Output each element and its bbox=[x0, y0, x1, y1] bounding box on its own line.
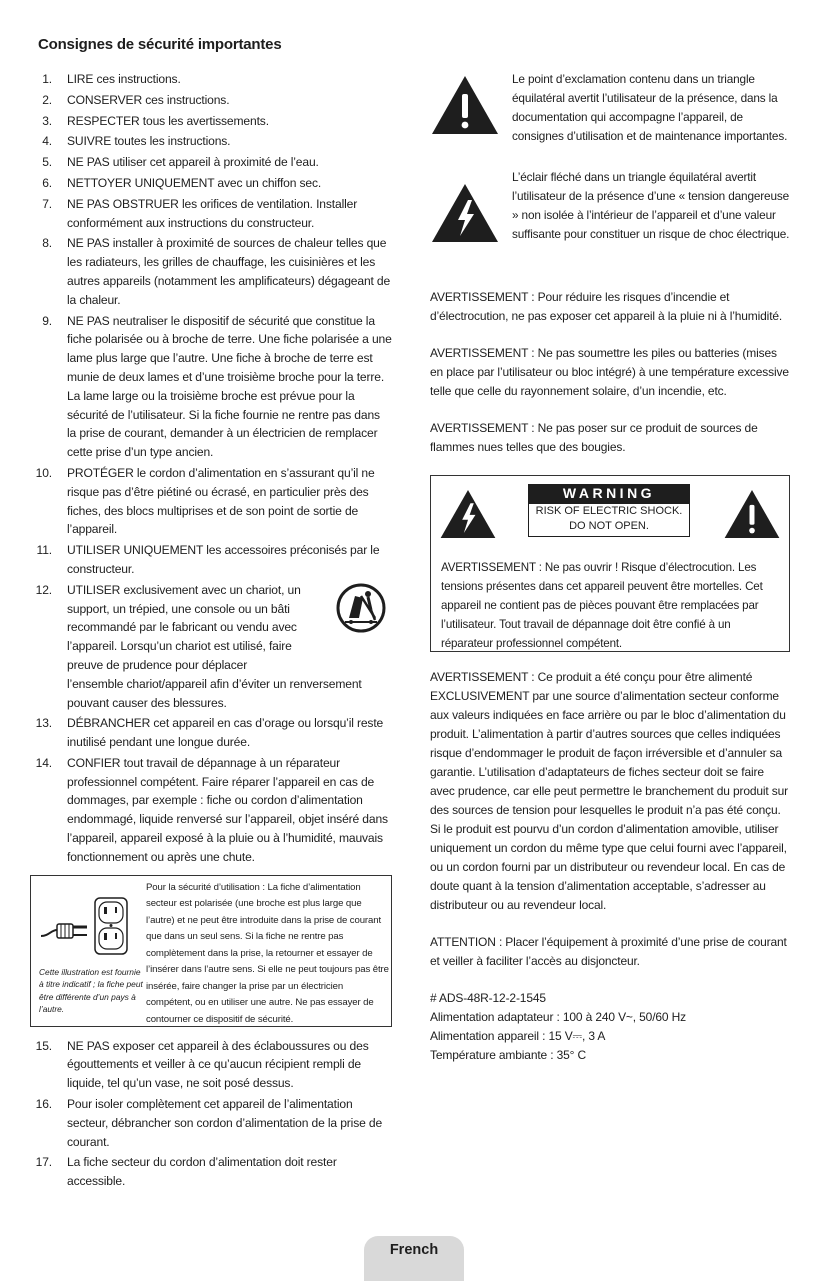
warning-power-supply: AVERTISSEMENT : Ce produit a été conçu pour être alimenté EXCLUSIVEMENT par une source d’alimentation secteur conforme aux valeurs indiquées en face arrière ou par le bloc d’alimentation du produit. L’alimentation à partir d’autres sources que celles indiquées risque d’endommager le produit de façon irréversible et d’annuler sa garantie. L’utilisation d’adaptateurs de fiches secteur doit se faire avec prudence, car elle peut permettre le branchement du produit sur des sources de tension pour lesquelles le produit n’a pas été conçu. Si le produit est pourvu d’un cordon d’alimentation amovible, utiliser uniquement un cordon du même type que celui fourni avec l’appareil, ou un cordon fourni par un distributeur ou revendeur local. En cas de doute quant à la tension d’alimentation acceptable, s’adresser au distributeur ou au revendeur local. bbox=[430, 670, 789, 912]
item-text: NE PAS OBSTRUER les orifices de ventilation. Installer conformément aux instructions du constructeur. bbox=[67, 196, 358, 230]
list-item bbox=[30, 1037, 392, 1093]
item-text: PROTÉGER le cordon d’alimentation en s’assurant qu’il ne risque pas d’être piétiné ou écrasé, en particulier près des fiches, des blocs multiprises et de son point de sortie de l’appareil. bbox=[67, 465, 375, 537]
item-text: SUIVRE toutes les instructions. bbox=[67, 134, 231, 149]
item-text: NETTOYER UNIQUEMENT avec un chiffon sec. bbox=[67, 175, 322, 190]
list-item bbox=[30, 464, 392, 539]
item-text: DÉBRANCHER cet appareil en cas d’orage ou lorsqu’il reste inutilisé pendant une longue durée. bbox=[67, 716, 384, 750]
item-text: NE PAS utiliser cet appareil à proximité de l’eau. bbox=[67, 155, 319, 170]
exclamation-symbol-text: Le point d’exclamation contenu dans un triangle équilatéral avertit l’utilisateur de la présence, dans la documentation qui accompagne l’appareil, de consignes d’utilisation et de maintenance importantes. bbox=[512, 72, 788, 143]
list-item bbox=[30, 132, 392, 151]
item-text: La fiche secteur du cordon d’alimentation doit rester accessible. bbox=[67, 1155, 337, 1189]
item-number: 7. bbox=[42, 196, 52, 211]
item-number: 4. bbox=[42, 134, 52, 149]
warning-subtext-line: DO NOT OPEN. bbox=[569, 520, 649, 532]
list-item bbox=[30, 541, 392, 579]
item-text: NE PAS exposer cet appareil à des éclaboussures ou des égouttements et veiller à ce qu’aucun récipient rempli de liquide, tel qu’un vase, ne soit posé dessus. bbox=[67, 1038, 369, 1091]
list-item bbox=[30, 195, 392, 233]
warning-subtext bbox=[528, 503, 690, 537]
spec-device-power: Alimentation appareil : 15 V⎓, 3 A bbox=[430, 1029, 606, 1043]
list-item bbox=[30, 91, 392, 110]
item-number: 15. bbox=[35, 1038, 52, 1053]
item-number: 10. bbox=[35, 465, 52, 480]
lightning-symbol-row bbox=[430, 168, 790, 288]
list-item bbox=[30, 1153, 392, 1191]
exclamation-triangle-icon bbox=[430, 74, 500, 136]
lightning-symbol-text: L’éclair fléché dans un triangle équilatéral avertit l’utilisateur de la présence d’une « tension dangereuse » non isolée à l’intérieur de l’appareil et d’une valeur suffisante pour constituer un risque de choc électrique. bbox=[512, 170, 790, 241]
spec-model: # ADS-48R-12-2-1545 bbox=[430, 991, 546, 1005]
item-text: UTILISER UNIQUEMENT les accessoires préconisés par le constructeur. bbox=[67, 543, 380, 576]
warning-box-body: AVERTISSEMENT : Ne pas ouvrir ! Risque d’électrocution. Les tensions présentes dans cet appareil peuvent être mortelles. Cet appareil ne contient pas de pièces pouvant être remplacées par l’utilisateur. Tout travail de dépannage doit être confié à un réparateur professionnel compétent. bbox=[441, 561, 763, 650]
item-text-continued: l’ensemble chariot/appareil afin d’éviter un renversement pouvant causer des blessures. bbox=[67, 676, 362, 710]
polarized-plug-box bbox=[30, 875, 392, 1027]
exclamation-triangle-icon bbox=[723, 488, 781, 540]
list-item bbox=[30, 714, 392, 752]
attention-note: ATTENTION : Placer l’équipement à proximité d’une prise de courant et veiller à faciliter l’accès au disjoncteur. bbox=[430, 935, 787, 968]
specifications bbox=[430, 989, 790, 1065]
warning-fire-shock: AVERTISSEMENT : Pour réduire les risques d’incendie et d’électrocution, ne pas exposer cet appareil à la pluie ni à l’humidité. bbox=[430, 290, 783, 323]
item-number: 11. bbox=[36, 543, 52, 558]
warnings-column bbox=[430, 70, 790, 1083]
list-item bbox=[30, 174, 392, 193]
list-item bbox=[30, 234, 392, 309]
item-text: Pour isoler complètement cet appareil de l’alimentation secteur, débrancher son cordon d’alimentation de la prise de courant. bbox=[67, 1097, 383, 1149]
polarized-plug-illustration bbox=[39, 896, 139, 956]
item-text: RESPECTER tous les avertissements. bbox=[67, 113, 269, 128]
item-number: 12. bbox=[35, 582, 52, 597]
cart-warning-icon bbox=[335, 582, 387, 634]
item-number: 2. bbox=[42, 92, 52, 107]
list-item bbox=[30, 153, 392, 172]
item-number: 1. bbox=[42, 72, 52, 86]
list-item bbox=[30, 112, 392, 131]
lightning-triangle-icon bbox=[430, 182, 500, 244]
item-text: NE PAS installer à proximité de sources de chaleur telles que les radiateurs, les grilles de chauffage, les cuisinières et les autres appareils (notamment les amplificateurs) dégageant de la chaleur. bbox=[67, 236, 391, 307]
lightning-triangle-icon bbox=[439, 488, 497, 540]
list-item bbox=[30, 581, 392, 713]
item-text: CONFIER tout travail de dépannage à un réparateur professionnel compétent. Faire réparer l’appareil en cas de dommages, par exemple : fiche ou cordon d’alimentation endommagé, liquide renversé sur l’appareil, objet inséré dans l’appareil, appareil exposé à la pluie ou à l’humidité, mauvais fonctionnement ou après une chute. bbox=[67, 755, 388, 864]
polarized-plug-text: Pour la sécurité d’utilisation : La fiche d’alimentation secteur est polarisée (une broche est plus large que l’autre) et ne peut être introduite dans la prise de courant que dans un seul sens. Si la fiche ne rentre pas complètement dans la prise, la retourner et essayer de l’insérer dans l’autre sens. Si elle ne peut toujours pas être insérée, faire changer la prise par un électricien compétent, ou en utiliser une autre. Ne pas essayer de contourner ce dispositif de sécurité. bbox=[146, 881, 389, 1025]
item-number: 14. bbox=[35, 755, 52, 770]
item-text: CONSERVER ces instructions. bbox=[67, 92, 230, 107]
page-title: Consignes de sécurité importantes bbox=[38, 36, 282, 53]
instructions-column bbox=[30, 70, 392, 1193]
illustration-caption: Cette illustration est fournie à titre indicatif ; la fiche peut être différente d’un pays à l’autre. bbox=[39, 966, 143, 1015]
item-number: 3. bbox=[42, 113, 52, 128]
item-number: 17. bbox=[35, 1155, 52, 1170]
instructions-list bbox=[30, 70, 392, 867]
item-number: 16. bbox=[35, 1097, 52, 1112]
spec-ambient-temperature: Température ambiante : 35° C bbox=[430, 1048, 587, 1062]
item-number: 8. bbox=[42, 236, 52, 251]
list-item bbox=[30, 1095, 392, 1151]
warning-heading: WARNING bbox=[528, 484, 690, 503]
instructions-list-continued bbox=[30, 1037, 392, 1191]
warning-open-flames: AVERTISSEMENT : Ne pas poser sur ce produit de sources de flammes nues telles que des bougies. bbox=[430, 421, 758, 454]
item-text: UTILISER exclusivement avec un chariot, un support, un trépied, une console ou un bâti recommandé par le fabricant ou vendu avec l’appareil. Lorsqu’un chariot est utilisé, faire preuve de prudence pour déplacer bbox=[67, 582, 301, 672]
list-item bbox=[30, 70, 392, 89]
item-text: LIRE ces instructions. bbox=[67, 72, 181, 86]
spec-adapter-power: Alimentation adaptateur : 100 à 240 V~, 50/60 Hz bbox=[430, 1010, 686, 1024]
language-tab: French bbox=[364, 1236, 464, 1281]
warning-subtext-line: RISK OF ELECTRIC SHOCK. bbox=[535, 505, 683, 517]
item-number: 13. bbox=[35, 716, 52, 731]
list-item bbox=[30, 312, 392, 462]
exclamation-symbol-row bbox=[430, 70, 790, 168]
warning-batteries: AVERTISSEMENT : Ne pas soumettre les piles ou batteries (mises en place par l’utilisateur ou bloc intégré) à une température excessive telle que celle du rayonnement solaire, d’un incendie, etc. bbox=[430, 346, 789, 398]
list-item bbox=[30, 754, 392, 867]
item-number: 6. bbox=[42, 175, 52, 190]
item-number: 5. bbox=[42, 155, 52, 170]
warning-box bbox=[430, 475, 790, 652]
item-number: 9. bbox=[42, 313, 52, 328]
item-text: NE PAS neutraliser le dispositif de sécurité que constitue la fiche polarisée ou à broche de terre. Une fiche polarisée a une lame plus large que l’autre. Une fiche à broche de terre est munie de deux lames et d’une troisième broche pour la terre. La lame large ou la troisième broche est prévue pour la sécurité de l’utilisateur. Si la fiche fournie ne rentre pas dans la prise de courant, demander à un électricien de remplacer cette prise d’un type ancien. bbox=[67, 313, 392, 460]
